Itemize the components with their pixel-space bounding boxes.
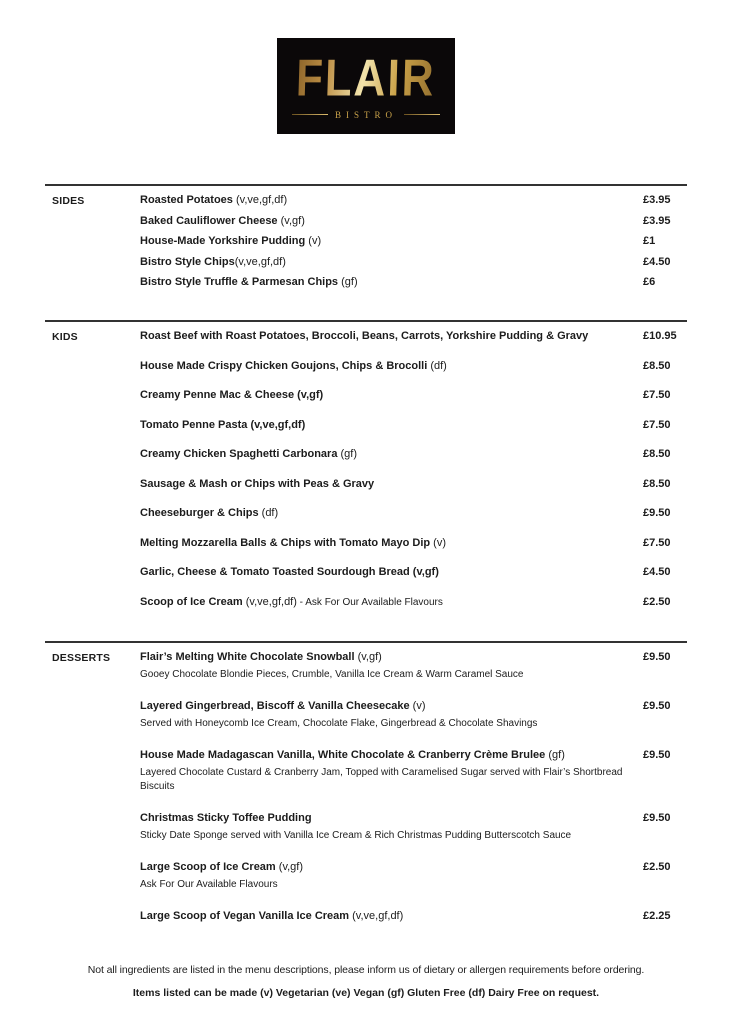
item-price: £7.50 [643,536,671,549]
brand-subtitle-row [292,110,440,120]
section-desserts [45,641,687,923]
item-description: Sticky Date Sponge served with Vanilla Ice Cream & Rich Christmas Pudding Butterscotch Sauce [140,829,572,841]
section-sides [45,184,687,289]
item-name: Scoop of Ice Cream [140,595,243,608]
item-dietary-codes: (v,ve,gf,df) [242,595,297,608]
item-dietary-codes: (df) [258,507,279,519]
item-name: Large Scoop of Ice Cream [140,860,276,873]
item-price: £2.25 [643,909,671,922]
item-dietary-codes: (v,ve,gf,df) [247,418,306,431]
allergen-notice: Not all ingredients are listed in the menu descriptions, please inform us of dietary or allergen requirements before ordering. [87,964,645,976]
item-description: Ask For Our Available Flavours [140,878,278,890]
item-description: Served with Honeycomb Ice Cream, Chocolate Flake, Gingerbread & Chocolate Shavings [140,717,538,729]
item-description: Layered Chocolate Custard & Cranberry Jam, Topped with Caramelised Sugar served with Flair’s Shortbread Biscuits [140,766,623,792]
item-dietary-codes: (df) [427,359,447,372]
item-price: £3.95 [643,214,671,227]
item-price: £9.50 [643,811,671,824]
menu-item [140,477,687,491]
item-name: Roast Beef with Roast Potatoes, Broccoli, Beans, Carrots, Yorkshire Pudding & Gravy [140,330,589,342]
item-name: Cheeseburger & Chips [140,507,259,519]
menu-footer [0,964,732,999]
item-dietary-codes: (gf) [337,448,358,460]
item-dietary-codes: (v,ve,gf,df) [349,909,404,922]
menu-item-group [140,699,687,731]
menu-item [140,388,687,402]
menu-item [140,506,687,520]
logo-left-rule [292,114,328,115]
item-name: Creamy Chicken Spaghetti Carbonara [140,448,338,460]
item-dietary-codes: (v,ve,gf,df) [234,255,286,268]
item-price: £2.50 [643,595,671,608]
item-dietary-codes: (v,gf) [409,566,439,578]
item-dietary-codes: (v) [430,536,446,549]
item-price: £4.50 [643,566,671,578]
item-dietary-codes: (v,gf) [294,389,324,401]
dietary-key: Items listed can be made (v) Vegetarian (ve) Vegan (gf) Gluten Free (df) Dairy Free on request. [132,987,600,999]
menu-item [140,418,687,432]
section-label: SIDES [52,195,85,207]
logo-right-rule [404,114,440,115]
item-dietary-codes: (v,gf) [277,214,305,227]
item-price: £8.50 [643,359,671,372]
item-name: Creamy Penne Mac & Cheese [140,389,295,401]
item-name: Baked Cauliflower Cheese [140,214,278,227]
item-price: £9.50 [643,507,671,519]
menu-item [140,536,687,550]
brand-name: FLAIR [295,49,437,107]
item-name: House-Made Yorkshire Pudding [140,235,306,247]
menu-item-group [140,811,687,843]
menu-item-group [140,748,687,794]
menu-item [140,234,687,248]
item-price: £8.50 [643,477,671,490]
menu-item [140,193,687,207]
item-name: Bistro Style Chips [140,255,235,268]
item-dietary-codes: (v) [409,699,426,712]
item-name: Flair’s Melting White Chocolate Snowball [140,650,355,663]
menu-item-group [140,860,687,892]
item-name: Tomato Penne Pasta [140,418,248,431]
menu-item [140,565,687,579]
menu-item [140,595,687,610]
item-name: Sausage & Mash or Chips with Peas & Gravy [140,477,375,490]
menu-item [140,359,687,373]
item-dietary-codes: (gf) [545,748,565,761]
item-price: £4.50 [643,255,671,268]
item-name: House Made Crispy Chicken Goujons, Chips & Brocolli [140,359,428,372]
item-price: £3.95 [643,194,671,206]
item-dietary-codes: (v,ve,gf,df) [232,194,288,206]
brand-subtitle: BISTRO [334,109,397,120]
item-price: £8.50 [643,448,671,460]
menu-item [140,255,687,269]
item-price: £7.50 [643,389,671,401]
item-dietary-codes: (v,gf) [354,650,382,663]
menu-item [140,447,687,461]
item-name: House Made Madagascan Vanilla, White Chocolate & Cranberry Crème Brulee [140,748,546,761]
item-dietary-codes: (v) [305,235,322,247]
item-name: Melting Mozzarella Balls & Chips with Tomato Mayo Dip [140,536,431,549]
item-name: Christmas Sticky Toffee Pudding [140,811,312,824]
item-name: Bistro Style Truffle & Parmesan Chips [140,276,339,288]
menu-item [140,214,687,228]
item-price: £7.50 [643,418,671,431]
menu-item-group [140,909,687,923]
item-name: Garlic, Cheese & Tomato Toasted Sourdough Bread [140,566,410,578]
item-price: £9.50 [643,699,671,712]
restaurant-logo [277,38,455,134]
section-kids [45,320,687,610]
item-price: £1 [643,235,656,247]
item-description: Gooey Chocolate Blondie Pieces, Crumble, Vanilla Ice Cream & Warm Caramel Sauce [140,668,524,680]
item-note: - Ask For Our Available Flavours [296,596,443,608]
item-dietary-codes: (v,gf) [275,860,304,873]
item-name: Layered Gingerbread, Biscoff & Vanilla Cheesecake [140,699,410,712]
menu-item [140,275,687,289]
item-name: Large Scoop of Vegan Vanilla Ice Cream [140,909,350,922]
section-label: DESSERTS [52,651,111,664]
section-label: KIDS [52,331,78,343]
menu-content [45,184,687,954]
item-price: £10.95 [643,330,677,342]
item-name: Roasted Potatoes [140,194,233,206]
item-price: £9.50 [643,748,671,761]
item-price: £9.50 [643,650,671,663]
menu-item-group [140,650,687,682]
item-price: £6 [643,276,656,288]
item-price: £2.50 [643,860,671,873]
menu-item [140,329,687,343]
item-dietary-codes: (gf) [338,276,358,288]
